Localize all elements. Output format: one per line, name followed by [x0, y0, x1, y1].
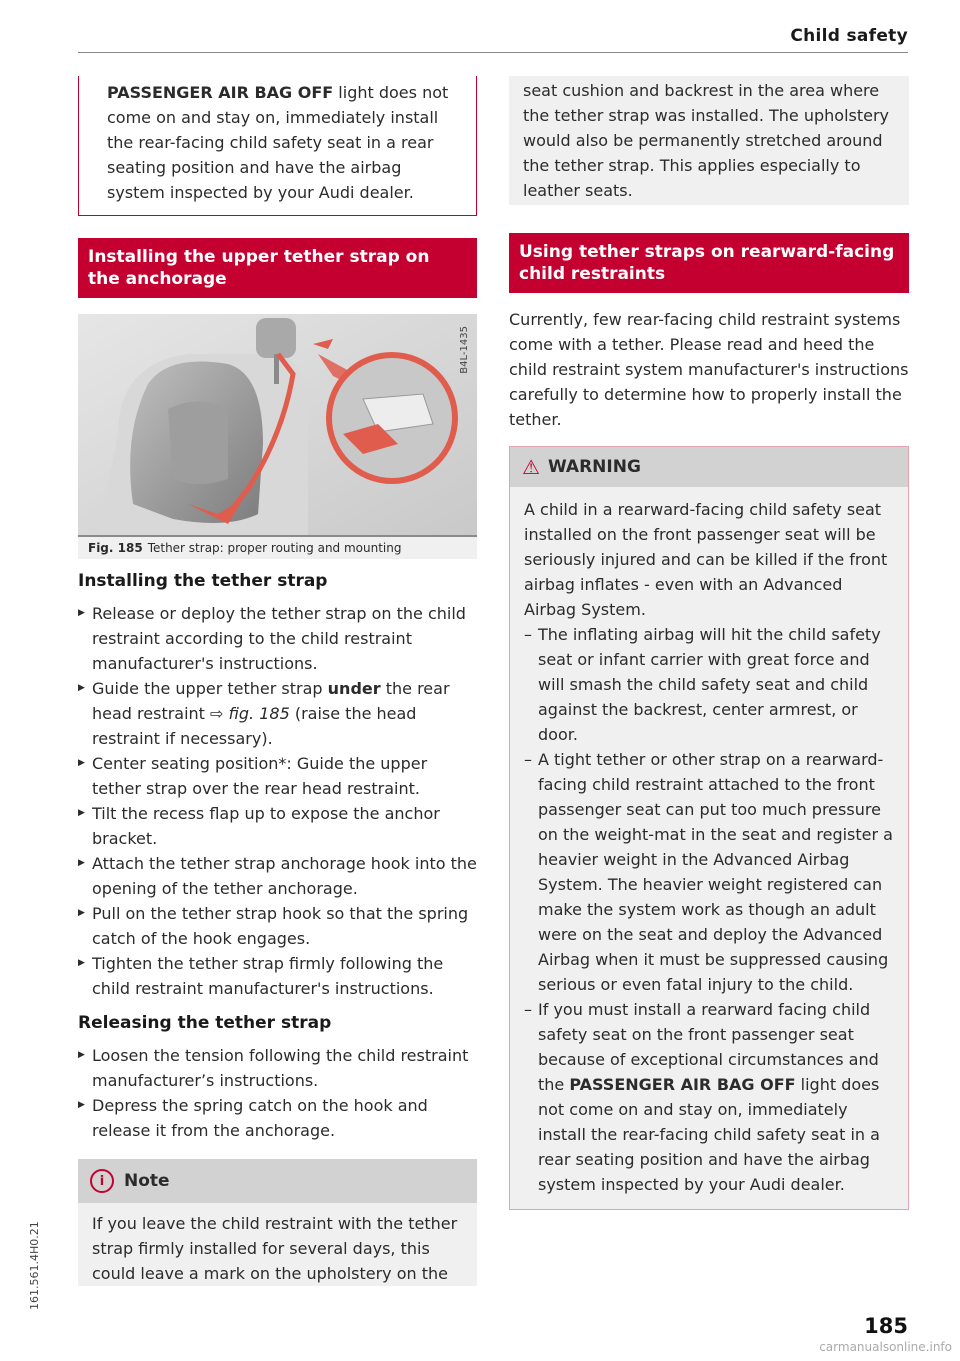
step-text: Guide the upper tether strap — [92, 679, 328, 698]
install-step: ▶ Tighten the tether strap firmly following the child restraint manufacturer's instructions. — [78, 951, 477, 1001]
install-step: ▶ Pull on the tether strap hook so that the spring catch of the hook engages. — [78, 901, 477, 951]
figure-reference-link[interactable]: ⇨ fig. 185 — [210, 704, 290, 723]
info-circle-icon: i — [90, 1169, 114, 1193]
page-number: 185 — [864, 1314, 908, 1338]
head-restraint — [256, 318, 296, 358]
section-heading-rearward-facing: Using tether straps on rearward-facing child restraints — [509, 233, 909, 293]
release-step: ▶ Depress the spring catch on the hook and release it from the anchorage. — [78, 1093, 477, 1143]
airbag-off-label: PASSENGER AIR BAG OFF — [107, 83, 334, 102]
release-steps — [78, 1043, 477, 1143]
watermark: carmanualsonline.info — [819, 1340, 952, 1354]
install-step: ▶ Release or deploy the tether strap on the child restraint according to the child restraint manufacturer's instructions. — [78, 601, 477, 676]
warning-header — [510, 447, 908, 487]
warning-item — [524, 997, 894, 1197]
step-emphasis: under — [327, 679, 381, 698]
install-step: ▶ Tilt the recess flap up to expose the anchor bracket. — [78, 801, 477, 851]
header-rule — [78, 52, 908, 53]
airbag-warning-continued-box — [78, 76, 477, 216]
step-text: (raise the head restraint if necessary). — [92, 704, 417, 748]
warning-box — [509, 446, 909, 1210]
figure-caption — [78, 537, 477, 559]
warning-item: – A tight tether or other strap on a rearward-facing child restraint attached to the front passenger seat can put too much pressure on the weight-mat in the seat and register a heavier weight in the Advanced Airbag System. The heavier weight registered can make the system work as though an adult were on the seat and deploy the Advanced Airbag when it must be suppressed causing serious or even fatal injury to the child. — [524, 747, 894, 997]
warning-intro: A child in a rearward-facing child safety seat installed on the front passenger seat will be seriously injured and can be killed if the front airbag inflates - even with an Advanced Airbag System. — [524, 500, 888, 619]
right-column — [509, 76, 909, 1210]
note-continued-text: seat cushion and backrest in the area where the tether strap was installed. The upholstery would also be permanently stretched around the tether strap. This applies especially to leather seats. — [523, 81, 890, 200]
warning-item-text: light does not come on and stay on, immediately install the rear-facing child safety seat in a rear seating position and have the airbag system inspected by your Audi dealer. — [538, 1075, 880, 1194]
note-box — [78, 1159, 477, 1286]
left-column — [78, 76, 477, 1286]
install-step: ▶ Center seating position*: Guide the upper tether strap over the rear head restraint. — [78, 751, 477, 801]
release-step: ▶ Loosen the tension following the child restraint manufacturer’s instructions. — [78, 1043, 477, 1093]
figure-label: Fig. 185 — [88, 541, 143, 555]
warning-item: – The inflating airbag will hit the child safety seat or infant carrier with great force and will smash the child safety seat and child against the backrest, center armrest, or door. — [524, 622, 894, 747]
rearward-facing-paragraph: Currently, few rear-facing child restraint systems come with a tether. Please read and heed the child restraint system manufacturer's instructions carefully to determine how to properly install the tether. — [509, 310, 909, 429]
airbag-continued-body: light does not come on and stay on, immediately install the rear-facing child safety seat in a rear seating position and have the airbag system inspected by your Audi dealer. — [107, 83, 449, 202]
install-step — [78, 676, 477, 751]
figure-caption-text: Tether strap: proper routing and mounting — [147, 541, 402, 555]
heading-releasing-tether: Releasing the tether strap — [78, 1013, 332, 1033]
install-steps — [78, 601, 477, 1001]
tether-strap-illustration — [78, 314, 477, 535]
warning-title: WARNING — [547, 457, 641, 477]
document-code: 161.561.4H0.21 — [28, 1221, 41, 1310]
airbag-off-label: PASSENGER AIR BAG OFF — [569, 1075, 796, 1094]
figure-code: B4L-1435 — [459, 326, 470, 374]
note-title: Note — [124, 1171, 170, 1191]
note-continued-box — [509, 76, 909, 205]
step-text: the rear head restraint — [92, 679, 450, 723]
figure-185 — [78, 314, 477, 537]
heading-installing-tether: Installing the tether strap — [78, 571, 328, 591]
section-title: Child safety — [790, 26, 908, 46]
airbag-continued-text — [107, 80, 460, 205]
warning-item-text: If you must install a rearward facing child safety seat on the front passenger seat because of exceptional circumstances and the — [538, 1000, 879, 1094]
note-text: If you leave the child restraint with the tether strap firmly installed for several days, this could leave a mark on the upholstery on the — [92, 1214, 458, 1283]
note-header — [78, 1159, 477, 1203]
warning-list — [524, 622, 894, 1197]
install-step: ▶ Attach the tether strap anchorage hook into the opening of the tether anchorage. — [78, 851, 477, 901]
warning-triangle-icon: ⚠ — [522, 455, 540, 479]
section-heading-upper-tether: Installing the upper tether strap on the anchorage — [78, 238, 477, 298]
